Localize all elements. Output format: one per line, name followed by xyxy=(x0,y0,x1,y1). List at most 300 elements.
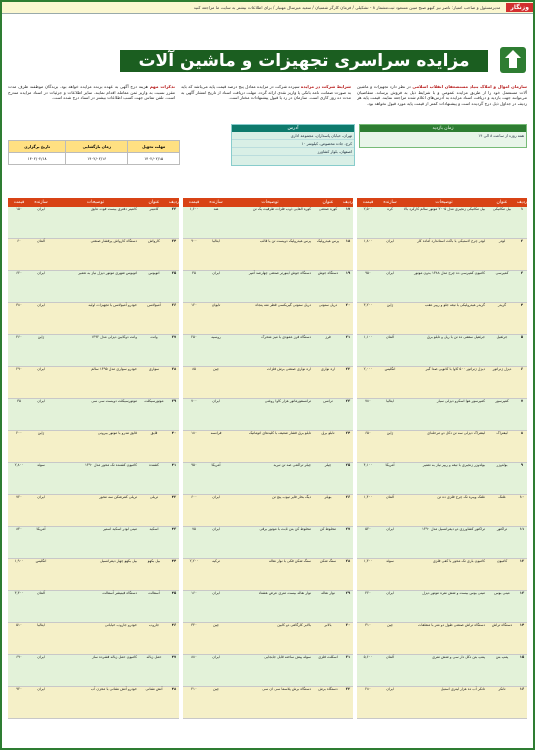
cell-desc: سوله پیش ساخته قابل جابجایی xyxy=(264,655,311,659)
cell-origin: ایران xyxy=(37,655,45,659)
cell-desc: لیفتراک دیزلی سه تن دکل دو مرحله‌ای xyxy=(427,431,485,435)
cell-origin: انگلیس xyxy=(384,367,396,371)
cell-n: ۲۹ xyxy=(345,591,351,595)
cell-origin: ایران xyxy=(212,591,220,595)
cell-price: ۳,۲۰۰ xyxy=(363,303,373,307)
cell-n: ۳۷ xyxy=(171,335,177,339)
cell-price: ۱۶۰ xyxy=(191,591,197,595)
header-origin: سازنده xyxy=(209,200,223,205)
cell-n: ۲۲ xyxy=(345,367,351,371)
listing-column-left xyxy=(8,198,179,746)
cell-origin: ژاپن xyxy=(37,335,45,339)
table-row xyxy=(8,335,179,367)
cell-title: نوار نقاله xyxy=(321,591,335,595)
schedule-cell: ۱۴۰۲/۰۲/۱۸ xyxy=(9,153,66,165)
cell-price: ۴۶۰ xyxy=(16,335,22,339)
cell-desc: لودر چرخ لاستیکی با باکت استاندارد آماده کار xyxy=(417,239,485,243)
cell-origin: ایتالیا xyxy=(212,239,220,243)
cell-n: ۳۰ xyxy=(345,623,351,627)
cell-origin: ایران xyxy=(212,655,220,659)
schedule-header: تاریخ برگزاری xyxy=(9,141,66,153)
cell-title: ترانس xyxy=(323,399,333,403)
cell-price: ۵۲۰ xyxy=(365,527,371,531)
cell-n: ۴۴ xyxy=(171,559,177,563)
cell-desc: بولدوزر زنجیری با تیغه و ریپر نیاز به تعمیر xyxy=(422,463,485,467)
cell-price: ۳,۳۰۰ xyxy=(14,591,24,595)
cell-price: ۷۵ xyxy=(192,527,196,531)
cell-origin: ایران xyxy=(37,495,45,499)
cell-desc: دیزل ژنراتور ۵۰۰ کاوا با کانوپی صدا گیر xyxy=(425,367,485,371)
cell-n: ۱۱ xyxy=(519,527,525,531)
cell-price: ۸۴۰ xyxy=(16,527,22,531)
cell-desc: مینی لودر اسکید استیر xyxy=(103,527,137,531)
cell-title: کوره صنعتی xyxy=(318,207,338,211)
cell-price: ۲,۲۰۰ xyxy=(189,559,199,563)
cell-title: پمپ بتن xyxy=(495,655,509,659)
cell-n: ۴۲ xyxy=(171,495,177,499)
cell-title: کارواش xyxy=(148,239,160,243)
cell-title: بویلر xyxy=(324,495,332,499)
cell-title: تانکر xyxy=(498,687,506,691)
cell-title: تابلو برق xyxy=(321,431,335,435)
cell-title: دستگاه جوش xyxy=(317,271,339,275)
cell-title: آتش نشانی xyxy=(145,687,163,691)
cell-price: ۴۲۰ xyxy=(365,591,371,595)
cell-desc: پمپ بتن دکل دار سی و شش متری xyxy=(432,655,485,659)
cell-price: ۹۵۰ xyxy=(191,463,197,467)
cell-desc: پرس هیدرولیک دویست تن با قالب xyxy=(259,239,311,243)
table-row xyxy=(357,303,527,335)
cell-origin: ایران xyxy=(386,527,394,531)
cell-n: ۴۳ xyxy=(171,527,177,531)
cell-price: ۳۴۰ xyxy=(191,623,197,627)
cell-origin: آلمان xyxy=(37,239,45,243)
cell-n: ۲۳ xyxy=(345,399,351,403)
cell-price: ۳۸۰ xyxy=(16,303,22,307)
cell-n: ۲۶ xyxy=(345,495,351,499)
cell-price: ۱۲۰ xyxy=(191,303,197,307)
cell-origin: آلمان xyxy=(386,335,394,339)
visit-time-row: همه روزه از ساعت ۸ الی ۱۴ xyxy=(478,133,524,138)
cell-origin: ایران xyxy=(37,303,45,307)
cell-n: ۳۱ xyxy=(345,655,351,659)
cell-origin: ایران xyxy=(37,271,45,275)
cell-price: ۴۵ xyxy=(192,271,196,275)
cell-desc: نوار نقاله بیست متری عرض هشتاد xyxy=(258,591,311,595)
cell-title: آمبولانس xyxy=(147,303,161,307)
cell-n: ۵ xyxy=(520,335,524,339)
schedule-table xyxy=(8,140,180,165)
table-row xyxy=(183,399,353,431)
table-row xyxy=(357,335,527,367)
cell-title: بولدوزر xyxy=(496,463,508,467)
cell-title: کمپرسی xyxy=(495,271,509,275)
cell-desc: ترانسفورماتور هزار کاوا روغنی xyxy=(264,399,311,403)
cell-price: ۱۸۰ xyxy=(191,431,197,435)
cell-origin: ژاپن xyxy=(386,431,394,435)
cell-price: ۲,۸۰۰ xyxy=(14,463,24,467)
cell-price: ۶۰۰ xyxy=(191,495,197,499)
cell-desc: خودرو سواری مدل ۱۳۹۵ سالم xyxy=(91,367,137,371)
cell-desc: وانت دوکابین دیزلی مدل ۱۳۹۲ xyxy=(91,335,137,339)
cell-price: ۹۲۰ xyxy=(16,687,22,691)
address-row: کرج، جاده مخصوص، کیلومتر ۱۰ xyxy=(232,140,354,148)
notes-text: هزینه درج آگهی به عهده برنده مزایده خواهد بود. برندگان موظفند ظرف مدت مقرر نسبت به واریز ثمن معامله اقدام نمایند. سایر اطلاعات و جزئیات در اسناد مزایده مندرج است. تلفن تماس جهت کسب اطلاعات بیشتر در اسناد درج شده است. xyxy=(8,84,175,101)
cell-price: ۶۵۰ xyxy=(365,431,371,435)
cell-desc: بالابر کارگاهی دو کابین xyxy=(277,623,311,627)
cell-desc: خودرو آتش نشانی با مخزن آب xyxy=(90,687,137,691)
cell-n: ۹ xyxy=(520,463,524,467)
cell-n: ۸ xyxy=(520,431,524,435)
cell-origin: آمریکا xyxy=(385,463,395,467)
address-box xyxy=(231,124,355,166)
cell-origin: چین xyxy=(386,623,394,627)
table-row xyxy=(8,655,179,687)
cell-desc: جرثقیل سقفی ده تن با ریل و تابلو برق xyxy=(426,335,485,339)
cell-n: ۴۱ xyxy=(171,463,177,467)
table-row xyxy=(183,303,353,335)
cell-origin: ایتالیا xyxy=(37,623,45,627)
cell-n: ۳۹ xyxy=(171,399,177,403)
cell-n: ۳ xyxy=(520,271,524,275)
cell-origin: ایران xyxy=(212,271,220,275)
cell-n: ۱۲ xyxy=(519,559,525,563)
top-info-text: مدیرمسئول و صاحب امتیاز: ناصر نیز کبهو صبح مبین مسعود ثبت‌مشمار ۸ - تشکیلی / فرمان کارگر شمنیان / سعید میرسال مهنیار / برای اطلاعات بیشتر به سایت ما مراجعه کنید xyxy=(193,5,501,10)
table-row xyxy=(183,463,353,495)
table-row xyxy=(8,495,179,527)
table-row xyxy=(8,591,179,623)
table-row xyxy=(357,431,527,463)
cell-desc: اره نواری صنعتی برش فلزات xyxy=(266,367,311,371)
table-row xyxy=(357,463,527,495)
table-row xyxy=(183,239,353,271)
cell-origin: سوئد xyxy=(386,559,394,563)
cell-origin: ایران xyxy=(212,399,220,403)
header-title: عنوان xyxy=(148,200,160,205)
cell-desc: دیگ بخار فایر تیوب پنج تن xyxy=(272,495,311,499)
cell-price: ۹۵۰ xyxy=(365,271,371,275)
cell-title: موتورسیکلت xyxy=(144,399,164,403)
cell-title: آسفالت xyxy=(148,591,160,595)
cell-n: ۴ xyxy=(520,303,524,307)
table-row xyxy=(357,271,527,303)
cell-desc: کامیون کشنده تک محور مدل ۱۳۹۰ xyxy=(84,463,137,467)
cell-desc: کامیون کمپرسی ده چرخ مدل ۱۳۸۸ بدون موتور xyxy=(414,271,485,275)
visit-time-box xyxy=(359,124,527,148)
cell-title: لیفتراک xyxy=(496,431,508,435)
cell-price: ۷۲۰ xyxy=(16,495,22,499)
cell-title: جرثقیل xyxy=(496,335,508,339)
cell-title: وانت xyxy=(150,335,158,339)
table-row xyxy=(357,559,527,591)
cell-origin: ایران xyxy=(212,495,220,499)
table-row xyxy=(8,623,179,655)
cell-origin: ژاپن xyxy=(37,431,45,435)
cell-n: ۴۵ xyxy=(171,591,177,595)
cell-n: ۷ xyxy=(520,399,524,403)
cell-title: کانتینر xyxy=(149,207,159,211)
cell-n: ۲۷ xyxy=(345,527,351,531)
table-row xyxy=(183,431,353,463)
cell-n: ۴۷ xyxy=(171,655,177,659)
listing-columns xyxy=(8,198,527,746)
cell-price: ۶۹۰ xyxy=(16,655,22,659)
cell-desc: دستگاه تراش صنعتی طول دو متر با متعلقات xyxy=(418,623,485,627)
cell-n: ۴۶ xyxy=(171,623,177,627)
cell-origin: ایران xyxy=(37,687,45,691)
cell-n: ۴۰ xyxy=(171,431,177,435)
cell-n: ۱۷ xyxy=(345,207,351,211)
cell-title: بالابر xyxy=(324,623,332,627)
cell-title: مخلوط کن xyxy=(319,527,337,531)
table-row xyxy=(357,495,527,527)
cell-price: ۱,۶۰۰ xyxy=(189,207,199,211)
cell-origin: آلمان xyxy=(37,591,45,595)
listing-header xyxy=(8,198,179,207)
cell-origin: آمریکا xyxy=(211,463,221,467)
cell-price: ۲۸۰ xyxy=(365,687,371,691)
cell-title: سواری xyxy=(148,367,160,371)
cell-n: ۲۵ xyxy=(345,463,351,467)
cell-desc: کامیون حمل زباله فشرده ساز xyxy=(92,655,137,659)
cell-origin: روسیه xyxy=(211,335,221,339)
table-row xyxy=(183,687,353,719)
schedule-header: مهلت تحویل xyxy=(128,141,180,153)
cell-origin: چین xyxy=(212,687,220,691)
table-row xyxy=(357,239,527,271)
cell-n: ۱۵ xyxy=(519,655,525,659)
address-row: تهران، خیابان پاسداران، مجموعه اداری xyxy=(232,132,354,140)
header-origin: سازنده xyxy=(34,200,48,205)
cell-title: گریدر xyxy=(497,303,507,307)
cell-desc: مینی بوس بیست و شش نفره موتور دیزل xyxy=(422,591,485,595)
cell-price: ۱,۹۰۰ xyxy=(14,559,24,563)
header-title: عنوان xyxy=(496,200,508,205)
cell-desc: بیل بکهو چهار دیفرانسیل xyxy=(100,559,137,563)
cell-n: ۱۴ xyxy=(519,623,525,627)
brand-label: وزنگار xyxy=(506,3,533,12)
cell-desc: دستگاه جوش اینورتر صنعتی چهارصد آمپر xyxy=(248,271,311,275)
cell-n: ۴۸ xyxy=(171,687,177,691)
cell-n: ۳۸ xyxy=(171,367,177,371)
cell-n: ۲۰ xyxy=(345,303,351,307)
cell-desc: خودرو جاروب خیابانی xyxy=(104,623,137,627)
table-row xyxy=(357,591,527,623)
schedule-cell: ۱۴۰۲/۰۲/۱۶ xyxy=(66,153,128,165)
table-row xyxy=(8,527,179,559)
cell-price: ۷۸۰ xyxy=(365,399,371,403)
table-row xyxy=(8,687,179,719)
cell-title: دیزل ژنراتور xyxy=(492,367,512,371)
cell-price: ۱,۳۰۰ xyxy=(363,559,373,563)
cell-origin: سوئد xyxy=(37,463,45,467)
cell-origin: ایران xyxy=(386,271,394,275)
cell-price: ۲۵۰ xyxy=(191,335,197,339)
cell-desc: موتورسیکلت دویست سی سی xyxy=(91,399,137,403)
cell-n: ۶ xyxy=(520,367,524,371)
cell-desc: تراکتور کشاورزی دو دیفرانسیل مدل ۱۳۹۰ xyxy=(421,527,485,531)
cell-price: ۸۵ xyxy=(192,367,196,371)
table-row xyxy=(183,559,353,591)
table-row xyxy=(183,655,353,687)
cell-title: پرس هیدرولیک xyxy=(316,239,340,243)
cell-price: ۸۸۰ xyxy=(191,655,197,659)
cell-title: بیل بکهو xyxy=(147,559,161,563)
foundation-logo-icon xyxy=(499,46,527,74)
table-row xyxy=(8,303,179,335)
cell-title: لودر xyxy=(498,239,506,243)
cell-desc: تابلو برق فشار ضعیف با کلیدهای اتوماتیک xyxy=(248,431,311,435)
cell-title: مینی بوس xyxy=(494,591,510,595)
listing-header xyxy=(357,198,527,207)
cell-title: دریل ستونی xyxy=(318,303,338,307)
cell-n: ۱۰ xyxy=(519,495,525,499)
header-n: ردیف xyxy=(342,200,353,205)
cell-price: ۱,۴۰۰ xyxy=(363,495,373,499)
table-row xyxy=(357,399,527,431)
cell-desc: بیل مکانیکی زنجیری مدل ۲۰۰۵ موتور سالم کارکرد بالا xyxy=(403,207,485,211)
table-row xyxy=(357,367,527,399)
cell-n: ۲۸ xyxy=(345,559,351,563)
table-row xyxy=(8,463,179,495)
cell-price: ۶۰ xyxy=(17,239,21,243)
cell-origin: ایران xyxy=(386,591,394,595)
address-row: اصفهان، بلوار کشاورز xyxy=(232,148,354,156)
table-row xyxy=(357,655,527,687)
cell-desc: گریدر هیدرولیکی با تیغه جلو و ریپر عقب xyxy=(425,303,485,307)
cell-price: ۵,۶۰۰ xyxy=(363,655,373,659)
cell-title: دستگاه برش xyxy=(318,687,338,691)
cell-origin: ایران xyxy=(386,687,394,691)
table-row xyxy=(357,623,527,655)
cell-title: جاروب xyxy=(148,623,160,627)
cell-price: ۵۱۰ xyxy=(16,623,22,627)
cell-title: اره نواری xyxy=(320,367,336,371)
cell-price: ۲۰۰ xyxy=(16,431,22,435)
cell-title: تریلی xyxy=(149,495,159,499)
cell-origin: ایتالیا xyxy=(386,399,394,403)
cell-origin: فرانسه xyxy=(210,431,222,435)
cell-price: ۱,۱۰۰ xyxy=(363,335,373,339)
cell-desc: کوره القایی ذوب فلزات ظرفیت یک تن xyxy=(252,207,311,211)
cell-desc: دستگاه فینیشر آسفالت xyxy=(102,591,137,595)
cell-title: حمل زباله xyxy=(146,655,162,659)
listing-header xyxy=(183,198,353,207)
cell-origin: ایران xyxy=(212,527,220,531)
cell-price: ۷۰۰ xyxy=(191,399,197,403)
address-box-title: آدرس xyxy=(232,125,354,132)
cell-desc: مخلوط کن بتن ثابت با موتور برقی xyxy=(259,527,311,531)
cell-desc: دستگاه فرز عمودی با میز متحرک xyxy=(261,335,311,339)
cell-origin: آلمان xyxy=(386,495,394,499)
top-info-bar xyxy=(2,2,533,14)
cell-desc: کامیون باری تک محور با کفی فلزی xyxy=(432,559,485,563)
cell-title: اسکلت فلزی xyxy=(318,655,338,659)
cell-origin: چین xyxy=(212,623,220,627)
cell-n: ۲ xyxy=(520,239,524,243)
cell-n: ۳۶ xyxy=(171,303,177,307)
page-title: مزایده سراسری تجهیزات و ماشین آلات xyxy=(120,50,488,72)
cell-origin: کره xyxy=(387,207,393,211)
schedule-header: زمان بازگشایی xyxy=(66,141,128,153)
cell-price: ۱۵۰ xyxy=(16,207,22,211)
table-row xyxy=(183,495,353,527)
header-price: قیمت xyxy=(13,200,25,205)
cell-desc: قایق تندرو با موتور بیرونی xyxy=(97,431,137,435)
cell-desc: دستگاه کارواش پرفشار صنعتی xyxy=(90,239,137,243)
cell-title: اسکید xyxy=(149,527,159,531)
cell-title: فرز xyxy=(325,335,331,339)
cell-price: ۴,۱۰۰ xyxy=(363,463,373,467)
table-row xyxy=(8,239,179,271)
header-price: قیمت xyxy=(362,200,374,205)
table-row xyxy=(8,559,179,591)
header-desc: توضیحات xyxy=(86,200,105,205)
cell-desc: تانکر آب ده هزار لیتری استیل xyxy=(440,687,485,691)
notes-heading: تذکرات مهم xyxy=(149,84,175,89)
header-desc: توضیحات xyxy=(261,200,279,205)
cell-desc: چیلر تراکمی صد تن تبرید xyxy=(273,463,311,467)
table-row xyxy=(183,623,353,655)
cell-price: ۴۱۰ xyxy=(191,687,197,691)
table-row xyxy=(8,431,179,463)
cell-desc: دریل ستونی گیربکسی قطر مته پنجاه xyxy=(255,303,311,307)
cell-price: ۱,۸۰۰ xyxy=(363,239,373,243)
cell-desc: غلتک ویبره تک چرخ فلزی ده تن xyxy=(437,495,485,499)
header-origin: سازنده xyxy=(383,200,397,205)
cell-n: ۱۹ xyxy=(345,271,351,275)
header-price: قیمت xyxy=(188,200,200,205)
cell-origin: چین xyxy=(212,367,220,371)
header-title: عنوان xyxy=(322,200,334,205)
cell-desc: دستگاه برش پلاسما سی ان سی xyxy=(262,687,311,691)
cell-n: ۱۶ xyxy=(519,687,525,691)
schedule-cell: ۱۴۰۲/۰۲/۱۵ xyxy=(128,153,180,165)
listing-column-middle xyxy=(183,198,353,746)
cell-price: ۲۹۰ xyxy=(16,367,22,371)
table-row xyxy=(357,687,527,719)
cell-origin: تایوان xyxy=(211,303,221,307)
cell-title: اتوبوس xyxy=(148,271,160,275)
table-row xyxy=(183,271,353,303)
intro-text: در نظر دارد تجهیزات و ماشین آلات مستعمل خود را از طریق مزایده عمومی و با شرایط ذیل به فروش برساند. متقاضیان می‌توانند جهت بازدید و دریافت اسناد مزایده به آدرس‌های اعلام شده مراجعه نمایند. قیمت پایه هر ردیف در جداول ذیل درج گردیده است و پیشنهادات کمتر از قیمت پایه مورد قبول نخواهد بود. xyxy=(357,84,527,106)
title-banner xyxy=(8,46,527,79)
table-row xyxy=(183,335,353,367)
cell-title: کشنده xyxy=(149,463,159,467)
cell-desc: کانتینر دفتری بیست فوت عایق xyxy=(91,207,137,211)
cell-desc: کمپرسور هوا اسکرو دیزلی سیار xyxy=(436,399,485,403)
conditions-heading: شرایط شرکت در مزایده xyxy=(300,84,351,89)
cell-n: ۱۳ xyxy=(519,591,525,595)
cell-title: دستگاه تراش xyxy=(491,623,513,627)
cell-origin: ایران xyxy=(37,367,45,371)
cell-title: کمپرسور xyxy=(495,399,509,403)
header-n: ردیف xyxy=(168,200,179,205)
table-row xyxy=(8,367,179,399)
cell-desc: اتوبوس شهری موتور دیزل نیاز به تعمیر xyxy=(78,271,137,275)
table-row xyxy=(8,271,179,303)
conditions-text: سپرده شرکت در مزایده معادل پنج درصد قیمت پایه می‌باشد که باید به صورت ضمانت نامه بانکی یا واریز نقدی ارائه گردد. مهلت دریافت اسناد از تاریخ انتشار آگهی به مدت ده روز کاری است. سازمان در رد یا قبول پیشنهادات مختار است. xyxy=(181,84,351,101)
cell-price: ۲,۰۰۰ xyxy=(363,367,373,371)
intro-heading: سازمان اموال و املاک بنیاد مستضعفان انقلاب اسلامی xyxy=(412,84,527,89)
cell-n: ۲۴ xyxy=(345,431,351,435)
cell-origin: آلمان xyxy=(386,655,394,659)
cell-n: ۳۳ xyxy=(171,207,177,211)
table-row xyxy=(183,207,353,239)
cell-origin: ایران xyxy=(37,207,45,211)
cell-title: سنگ شکن xyxy=(319,559,337,563)
cell-price: ۲,۵۰۰ xyxy=(363,207,373,211)
